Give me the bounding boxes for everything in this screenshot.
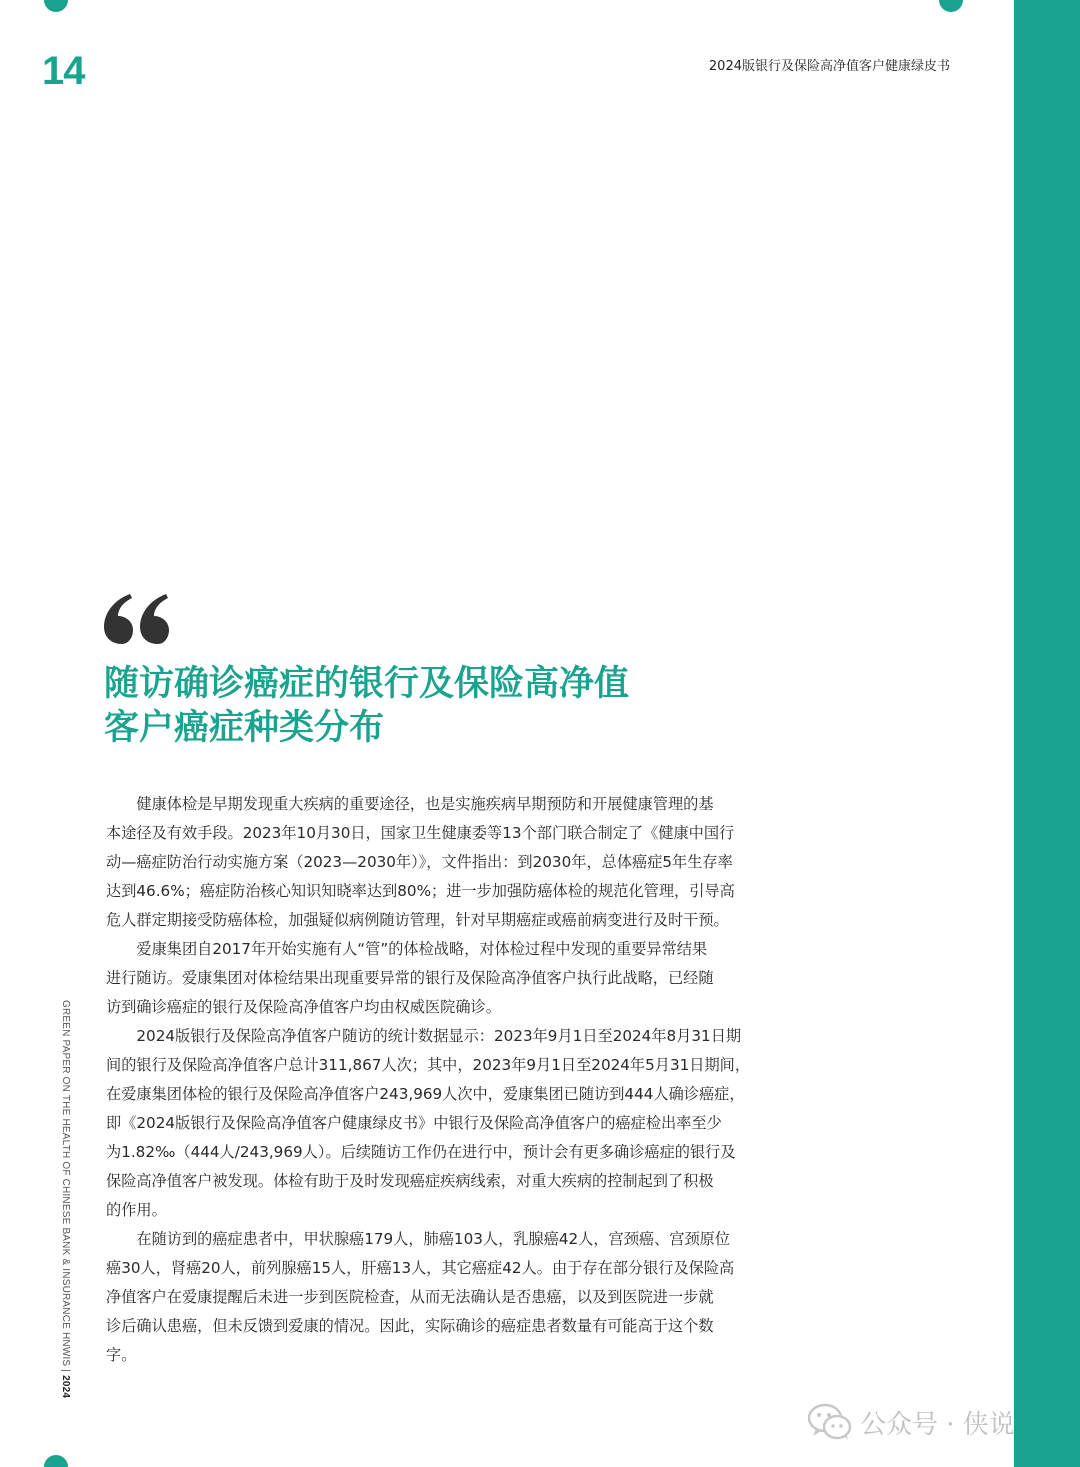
corner-dot-top-left [44,0,68,12]
body-text-line: 本途径及有效手段。2023年10月30日，国家卫生健康委等13个部门联合制定了《健康中国行 [106,824,735,842]
body-text-line: 诊后确认患癌，但未反馈到爱康的情况。因此，实际确诊的癌症患者数量有可能高于这个数 [106,1317,714,1335]
body-text-line: 在随访到的癌症患者中，甲状腺癌179人，肺癌103人，乳腺癌42人，宫颈癌、宫颈原位 [106,1230,731,1248]
body-text-line: 保险高净值客户被发现。体检有助于及时发现癌症疾病线索，对重大疾病的控制起到了积极 [106,1172,714,1190]
watermark-text: 公众号 · 侠说 [860,1409,1015,1440]
section-title-line: 客户癌症种类分布 [104,707,385,748]
body-text-line: 达到46.6%；癌症防治核心知识知晓率达到80%；进一步加强防癌体检的规范化管理，引导高 [106,882,735,900]
body-text-line: 动—癌症防治行动实施方案（2023—2030年）》，文件指出：到2030年，总体癌症5年生存率 [106,853,733,871]
section-title [104,662,744,750]
body-text-line: 净值客户在爱康提醒后未进一步到医院检查，从而无法确认是否患癌，以及到医院进一步就 [106,1288,714,1306]
body-text [106,790,778,1370]
quote-mark-icon [104,594,170,644]
body-text-line: 在爱康集团体检的银行及保险高净值客户243,969人次中，爱康集团已随访到444人确诊癌症， [106,1085,745,1103]
wechat-icon [808,1403,852,1441]
body-text-line: 即《2024版银行及保险高净值客户健康绿皮书》中银行及保险高净值客户的癌症检出率至少 [106,1114,722,1132]
body-text-line: 间的银行及保险高净值客户总计311,867人次；其中，2023年9月1日至2024年5月31日期间， [106,1056,751,1074]
body-text-line: 进行随访。爱康集团对体检结果出现重要异常的银行及保险高净值客户执行此战略，已经随 [106,969,714,987]
corner-dot-top-right [939,0,963,12]
side-caption [51,1000,71,1399]
body-text-line: 爱康集团自2017年开始实施有人“管”的体检战略，对体检过程中发现的重要异常结果 [106,940,708,958]
body-text-line: 字。 [106,1346,137,1364]
side-caption-text: GREEN PAPER ON THE HEALTH OF CHINESE BANK & INSURANCE HNWIS | [60,1000,71,1376]
body-text-line: 为1.82‰（444人/243,969人）。后续随访工作仍在进行中，预计会有更多确诊癌症的银行及 [106,1143,736,1161]
section-title-line: 随访确诊癌症的银行及保险高净值 [104,663,630,704]
body-text-line: 危人群定期接受防癌体检，加强疑似病例随访管理，针对早期癌症或癌前病变进行及时干预。 [106,911,729,929]
body-text-line: 访到确诊癌症的银行及保险高净值客户均由权威医院确诊。 [106,998,501,1016]
corner-dot-bottom-left [44,1455,68,1467]
page-number: 14 [42,49,85,93]
side-color-band [1014,0,1080,1467]
body-text-line: 健康体检是早期发现重大疾病的重要途径，也是实施疾病早期预防和开展健康管理的基 [106,795,714,813]
body-text-line: 的作用。 [106,1201,167,1219]
body-text-line: 癌30人，肾癌20人，前列腺癌15人，肝癌13人，其它癌症42人。由于存在部分银行及保险高 [106,1259,735,1277]
watermark [808,1400,1015,1444]
side-caption-year: 2024 [60,1375,71,1399]
body-text-line: 2024版银行及保险高净值客户随访的统计数据显示：2023年9月1日至2024年8月31日期 [106,1027,742,1045]
running-header: 2024版银行及保险高净值客户健康绿皮书 [708,59,950,74]
